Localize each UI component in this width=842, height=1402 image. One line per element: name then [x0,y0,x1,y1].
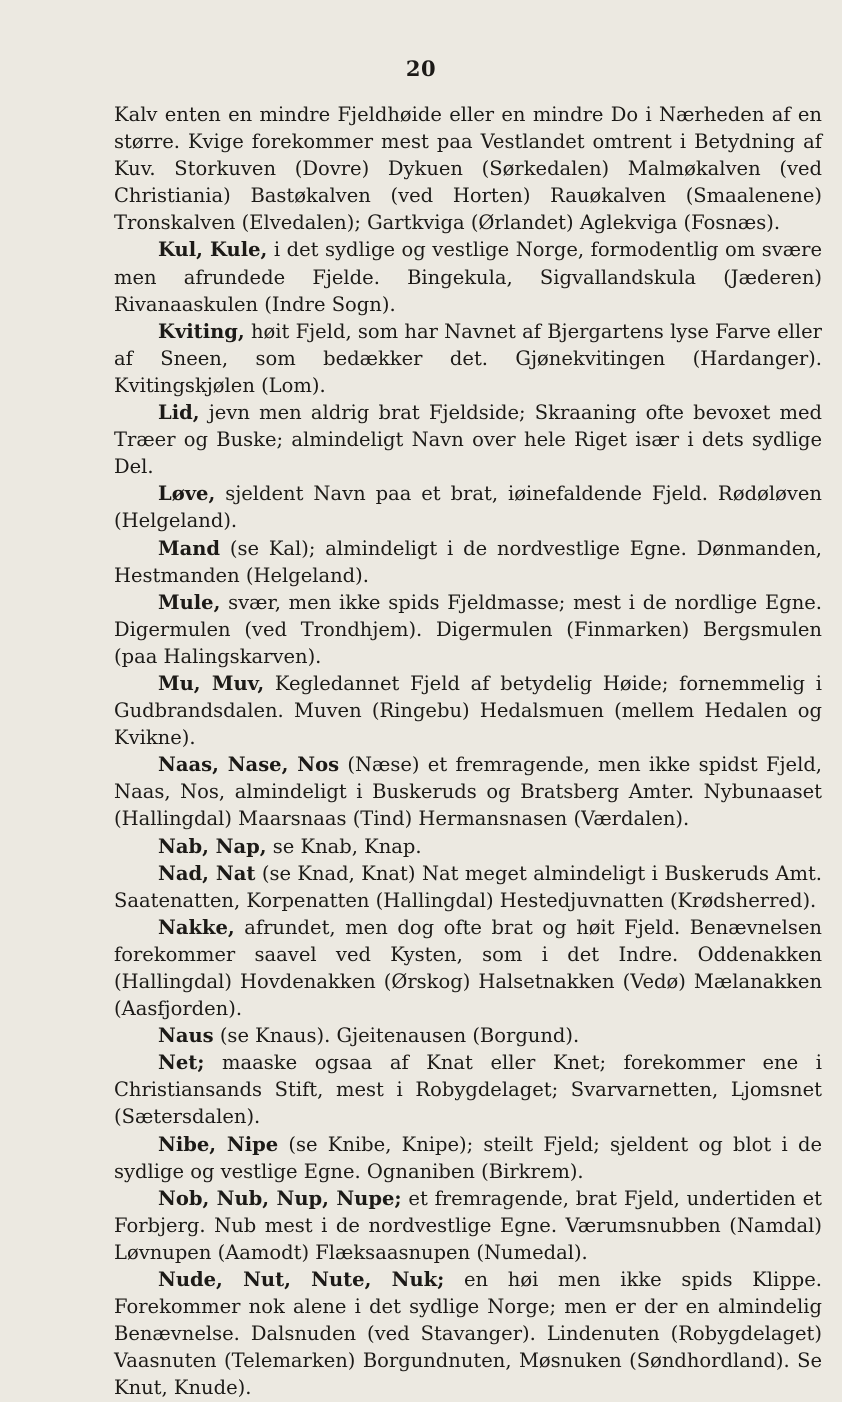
body-text [114,101,822,1402]
entry-paragraph [114,670,822,751]
entry-headword: Mand [158,536,221,560]
entry-paragraph [114,236,822,317]
entry-headword: Naas, Nase, Nos [158,753,340,777]
entry-text: (se Knibe, Knipe); steilt Fjeld; sjeldent og blot i de sydlige og vestlige Egne. Ognaniben (Birkrem). [114,1132,822,1183]
entry-text: Kalv enten en mindre Fjeldhøide eller en mindre Do i Nærheden af en større. Kvige forekommer mest paa Vestlandet omtrent i Betydning af Kuv. Storkuven (Dovre) Dykuen (Sørkedalen) Malmøkalven (ved Christiania) Bastøkalven (ved Horten) Rauøkalven (Smaalenene) Tronskalven (Elvedalen); Gartkviga (Ørlandet) Aglekviga (Fosnæs). [114,103,822,235]
entry-headword: Mu, Muv, [158,671,265,695]
entry-text: (se Knaus). Gjeitenausen (Borgund). [213,1024,580,1048]
entry-text: afrundet, men dog ofte brat og høit Fjeld. Benævnelsen forekommer saavel ved Kysten, som i det Indre. Oddenakken (Hallingdal) Hovdenakken (Ørskog) Halsetnakken (Vedø) Mælanakken (Aasfjorden). [114,915,822,1021]
entry-paragraph [114,914,822,1022]
entry-paragraph [114,480,822,534]
entry-paragraph [114,318,822,399]
entry-headword: Nob, Nub, Nup, Nupe; [158,1186,402,1210]
entry-headword: Nakke, [158,915,235,939]
entry-text: Kegledannet Fjeld af betydelig Høide; fornemmelig i Gudbrandsdalen. Muven (Ringebu) Hedalsmuen (mellem Hedalen og Kvikne). [114,671,822,750]
entry-headword: Nibe, Nipe [158,1132,279,1156]
entry-text: (se Knad, Knat) Nat meget almindeligt i Buskeruds Amt. Saatenatten, Korpenatten (Hallingdal) Hestedjuvnatten (Krødsherred). [114,861,822,912]
entry-headword: Lid, [158,401,200,425]
entry-paragraph [114,860,822,914]
entry-text: et fremragende, brat Fjeld, undertiden et Forbjerg. Nub mest i de nordvestlige Egne. Værumsnubben (Namdal) Løvnupen (Aamodt) Flæksaasnupen (Numedal). [114,1186,822,1264]
entry-headword: Nad, Nat [158,861,256,885]
entry-paragraph [114,1266,822,1401]
entry-text: jevn men aldrig brat Fjeldside; Skraaning ofte bevoxet med Træer og Buske; almindeligt Navn over hele Riget især i dets sydlige Del. [114,401,822,479]
entry-text: (Næse) et fremragende, men ikke spidst Fjeld, Naas, Nos, almindeligt i Buskeruds og Bratsberg Amter. Nybunaaset (Hallingdal) Maarsnaas (Tind) Hermansnasen (Værdalen). [114,753,822,831]
entry-text: en høi men ikke spids Klippe. Forekommer nok alene i det sydlige Norge; men er der en almindelig Benævnelse. Dalsnuden (ved Stavanger). Lindenuten (Robygdelaget) Vaasnuten (Telemarken) Borgundnuten, Møsnuken (Søndhordland). Se Knut, Knude). [114,1268,822,1400]
page-number: 20 [405,56,437,81]
entry-paragraph [114,101,822,236]
entry-headword: Kul, Kule, [158,238,268,262]
entry-paragraph [114,1185,822,1266]
entry-paragraph [114,751,822,832]
entry-headword: Naus [158,1024,214,1048]
entry-paragraph [114,833,822,860]
entry-headword: Mule, [158,590,221,614]
entry-headword: Nude, Nut, Nute, Nuk; [158,1268,445,1292]
entry-headword: Net; [158,1051,205,1075]
entry-paragraph [114,535,822,589]
entry-text: høit Fjeld, som har Navnet af Bjergartens lyse Farve eller af Sneen, som bedækker det. Gjønekvitingen (Hardanger). Kvitingskjølen (Lom). [114,319,822,397]
entry-paragraph [114,589,822,670]
entry-paragraph [114,1131,822,1185]
entry-text: se Knab, Knap. [266,834,422,858]
entry-text: (se Kal); almindeligt i de nordvestlige Egne. Dønmanden, Hestmanden (Helgeland). [114,536,822,587]
entry-headword: Nab, Nap, [158,834,267,858]
entry-text: maaske ogsaa af Knat eller Knet; forekommer ene i Christiansands Stift, mest i Robygdelaget; Svarvarnetten, Ljomsnet (Sætersdalen). [114,1051,822,1129]
entry-text: i det sydlige og vestlige Norge, formodentlig om svære men afrundede Fjelde. Bingekula, Sigvallandskula (Jæderen) Rivanaaskulen (Indre Sogn). [114,238,822,316]
entry-text: sjeldent Navn paa et brat, iøinefaldende Fjeld. Rødøløven (Helgeland). [114,482,822,533]
entry-headword: Kviting, [158,319,245,343]
entry-paragraph [114,1049,822,1130]
entry-paragraph [114,1022,822,1049]
entry-text: svær, men ikke spids Fjeldmasse; mest i de nordlige Egne. Digermulen (ved Trondhjem). Digermulen (Finmarken) Bergsmulen (paa Halingskarven). [114,590,822,668]
entry-headword: Løve, [158,482,216,506]
entry-paragraph [114,399,822,480]
